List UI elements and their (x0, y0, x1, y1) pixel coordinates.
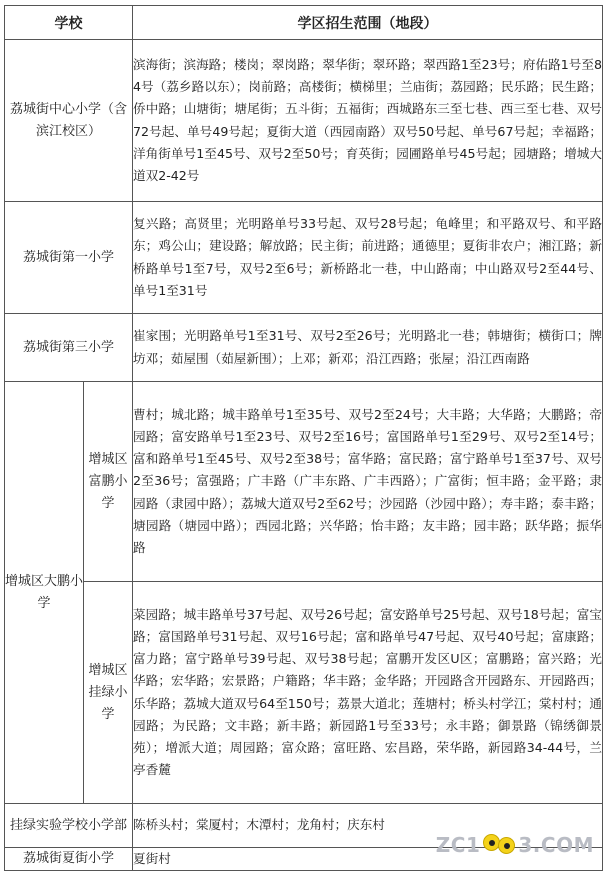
table-row (5, 40, 603, 202)
zone-range: 滨海街；滨海路；楼岗；翠岗路；翠华街；翠环路；翠西路1至23号；府佑路1号至84号（荔乡路以东）；岗前路；高楼街；横梯里；兰庙街；荔园路；民乐路；民生路；侨中路；山塘街；塘尾街；五斗街；五福街；西城路东三至七巷、西三至七巷、双号72号起、单号49号起；夏街大道（西园南路）双号50号起、单号67号起；幸福路；洋角街单号1至45号、双号2至50号；育英街；园圃路单号45号起；园塘路；增城大道双2-42号 (133, 40, 603, 202)
table-header-row (5, 6, 603, 40)
school-group-name: 增城区大鹏小学 (5, 382, 84, 804)
table-row (5, 202, 603, 314)
zone-range: 曹村；城北路；城丰路单号1至35号、双号2至24号；大丰路；大华路；大鹏路；帝园路；富安路单号1至23号、双号2至16号；富国路单号1至29号、双号2至14号；富和路单号1至45号、双号2至38号；富华路；富民路；富宁路单号1至37号、双号2至36号；富强路；广丰路（广丰东路、广丰西路）；广富街；恒丰路；金平路；隶园路（隶园中路）；荔城大道双号2至62号；沙园路（沙园中路）；寿丰路；泰丰路；塘园路（塘园中路）；西园北路；兴华路；怡丰路；友丰路；园丰路；跃华路；振华路 (133, 382, 603, 582)
zone-range: 陈桥头村；棠厦村；木潭村；龙角村；庆东村 (133, 804, 603, 848)
school-name: 挂绿实验学校小学部 (5, 804, 133, 848)
eye-right-icon (498, 837, 515, 854)
header-school: 学校 (5, 6, 133, 40)
zone-range: 菜园路；城丰路单号37号起、双号26号起；富安路单号25号起、双号18号起；富宝路；富国路单号31号起、双号16号起；富和路单号47号起、双号40号起；富康路；富力路；富宁路单号39号起、双号38号起；富鹏开发区U区；富鹏路；富兴路；光华路；宏华路；宏景路；户籍路；华丰路；金华路；开园路含开园路东、开园路西；乐华路；荔城大道双号64至150号；荔景大道北；莲塘村；桥头村学江；棠村村；通园路；为民路；文丰路；新丰路；新园路1号至33号；永丰路；御景路（锦绣御景苑）；增派大道；周园路；富众路；富旺路、宏昌路，荣华路，新园路34-44号，兰亭香麓 (133, 582, 603, 804)
school-name: 荔城街中心小学（含滨江校区） (5, 40, 133, 202)
school-name: 荔城街第三小学 (5, 314, 133, 382)
school-zone-table (4, 5, 603, 871)
table-row (5, 382, 603, 582)
table-row (5, 582, 603, 804)
table-row (5, 314, 603, 382)
sub-school-name: 增城区挂绿小学 (84, 582, 133, 804)
zone-range: 复兴路；高贤里；光明路单号33号起、双号28号起；龟峰里；和平路双号、和平路东；鸡公山；建设路；解放路；民主街；前进路；通德里；夏街非农户；湘江路；新桥路单号1至7号，双号2至6号；新桥路北一巷，中山路南；中山路双号2至44号、单号1至31号 (133, 202, 603, 314)
school-name: 荔城街第一小学 (5, 202, 133, 314)
watermark-text-right: 3.COM (518, 833, 594, 857)
site-watermark (436, 832, 594, 858)
watermark-text-left: ZC1 (435, 833, 481, 857)
school-name: 荔城街夏街小学 (5, 848, 133, 871)
header-range: 学区招生范围（地段） (133, 6, 603, 40)
eyes-logo-icon (482, 832, 516, 858)
zone-range: 崔家围；光明路单号1至31号、双号2至26号；光明路北一巷；韩塘街；横街口；牌坊邓；茹屋围（茹屋新围）；上邓；新邓；沿江西路；张屋；沿江西南路 (133, 314, 603, 382)
zone-range: 夏街村 (133, 848, 603, 871)
sub-school-name: 增城区富鹏小学 (84, 382, 133, 582)
